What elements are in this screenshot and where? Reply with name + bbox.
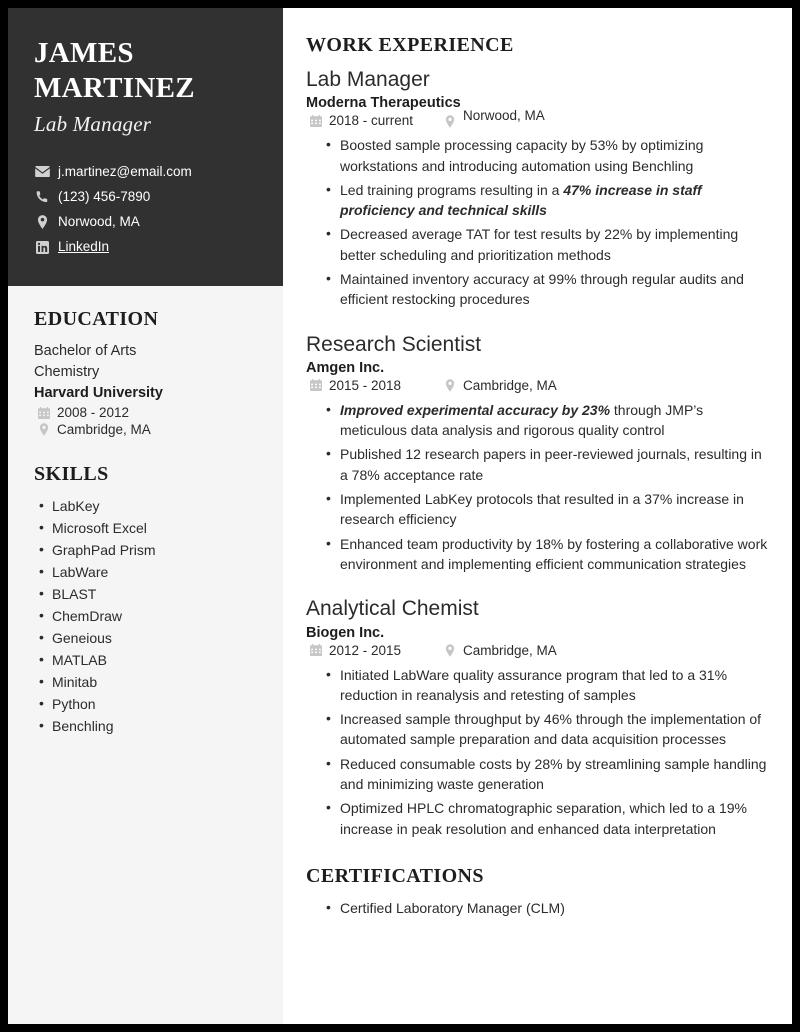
contact-list: [34, 163, 257, 257]
job-meta: [306, 643, 772, 658]
calendar-icon: [36, 407, 51, 419]
list-item: [340, 444, 772, 485]
contact-item-linkedin[interactable]: [34, 238, 257, 256]
job-dates-row: [306, 643, 440, 658]
page-title: [34, 36, 257, 106]
list-item: • BLAST: [52, 584, 257, 606]
list-item: • Minitab: [52, 672, 257, 694]
work-experience-heading: WORK EXPERIENCE: [306, 34, 514, 56]
job-entry: [306, 596, 772, 839]
calendar-icon: [308, 379, 323, 391]
job-location-row: [440, 643, 557, 658]
bullet-text-pre: Increased sample throughput by 46% through the implementation of automated sample preparation and data acquisition processes: [340, 711, 762, 748]
certifications-list: [306, 898, 772, 918]
bullet-text-pre: Led training programs resulting in a: [340, 181, 564, 198]
contact-item-email: [34, 163, 257, 181]
linkedin-icon: [34, 241, 51, 254]
list-item: [340, 135, 772, 176]
contact-phone-text: (123) 456-7890: [58, 188, 151, 204]
sidebar: [8, 8, 283, 1024]
bullet-text-pre: Boosted sample processing capacity by 53% by optimizing workstations and introducing automation using Benchling: [340, 137, 704, 174]
education-degree: Bachelor of Arts: [34, 343, 137, 360]
education-dates-row: [34, 405, 257, 420]
education-section: [34, 308, 257, 437]
job-entry: [306, 332, 772, 575]
map-pin-icon: [36, 423, 51, 436]
list-item: • GraphPad Prism: [52, 540, 257, 562]
certifications-heading: CERTIFICATIONS: [306, 864, 484, 887]
certifications-section: [306, 865, 772, 918]
bullet-text-pre: Decreased average TAT for test results by 22% by implementing better scheduling and prioritization methods: [340, 226, 739, 263]
calendar-icon: [308, 644, 323, 656]
job-bullets: [306, 665, 772, 839]
name-line-first: JAMES: [34, 37, 134, 69]
job-title: Research Scientist: [306, 332, 482, 356]
list-item: • LabWare: [52, 562, 257, 584]
bullet-text-pre: Reduced consumable costs by 28% by streamlining sample handling and minimizing waste generation: [340, 755, 767, 792]
bullet-text-emphasis: Improved experimental accuracy by 23%: [340, 401, 611, 418]
job-location: Cambridge, MA: [463, 377, 557, 393]
list-item: [340, 754, 772, 795]
job-dates: 2018 - current: [329, 113, 414, 129]
job-title: Analytical Chemist: [306, 597, 479, 621]
map-pin-icon: [442, 115, 457, 128]
list-item: [340, 798, 772, 839]
resume-page: [8, 8, 792, 1024]
job-title: Lab Manager: [306, 68, 430, 91]
list-item: [340, 534, 772, 575]
job-company: Moderna Therapeutics: [306, 95, 461, 112]
job-dates-row: [306, 113, 440, 128]
main-content: [283, 8, 792, 1024]
list-item: • ChemDraw: [52, 606, 257, 628]
education-location-row: [34, 422, 257, 437]
job-company: Biogen Inc.: [306, 624, 385, 641]
contact-email-text: j.martinez@email.com: [58, 163, 192, 179]
job-bullets: [306, 135, 772, 309]
bullet-text-pre: Maintained inventory accuracy at 99% through regular audits and efficient restocking procedures: [340, 271, 744, 308]
contact-item-location: [34, 213, 257, 231]
bullet-text-pre: Optimized HPLC chromatographic separation, which led to a 19% increase in peak resolution and enhanced data interpretation: [340, 800, 747, 837]
job-meta: [306, 378, 772, 393]
list-item: • LabKey: [52, 496, 257, 518]
list-item: [340, 400, 772, 441]
education-location: Cambridge, MA: [57, 422, 151, 438]
list-item: [340, 224, 772, 265]
map-pin-icon: [34, 215, 51, 229]
job-dates: 2012 - 2015: [329, 642, 402, 658]
bullet-text-post: through JMP’s meticulous data analysis and rigorous quality control: [340, 401, 704, 439]
education-dates: 2008 - 2012: [57, 405, 130, 421]
map-pin-icon: [442, 379, 457, 392]
job-company: Amgen Inc.: [306, 359, 385, 376]
calendar-icon: [308, 115, 323, 127]
job-meta: [306, 108, 772, 129]
contact-location-text: Norwood, MA: [58, 214, 140, 230]
professional-title: Lab Manager: [34, 111, 152, 136]
job-dates: 2015 - 2018: [329, 377, 402, 393]
list-item: [340, 665, 772, 706]
job-location: Cambridge, MA: [463, 642, 557, 658]
list-item: [340, 180, 772, 221]
map-pin-icon: [442, 644, 457, 657]
phone-icon: [34, 190, 51, 203]
list-item: • Geneious: [52, 628, 257, 650]
list-item: • Certified Laboratory Manager (CLM): [340, 898, 772, 918]
envelope-icon: [34, 166, 51, 177]
list-item: • MATLAB: [52, 650, 257, 672]
list-item: • Python: [52, 694, 257, 716]
job-dates-row: [306, 378, 440, 393]
list-item: • Benchling: [52, 716, 257, 738]
list-item: • Microsoft Excel: [52, 518, 257, 540]
job-location-row: [440, 378, 557, 393]
name-line-last: MARTINEZ: [34, 71, 195, 104]
bullet-text-emphasis: 47% increase in staff proficiency and technical skills: [340, 181, 702, 219]
education-field: Chemistry: [34, 364, 100, 381]
job-location: Norwood, MA: [463, 108, 545, 124]
education-heading: EDUCATION: [34, 308, 159, 331]
list-item: [340, 709, 772, 750]
skills-list: [34, 496, 257, 738]
bullet-text-pre: Initiated LabWare quality assurance program that led to a 31% reduction in reanalysis and retesting of samples: [340, 666, 728, 703]
skills-section: [34, 463, 257, 738]
education-school: Harvard University: [34, 384, 163, 401]
bullet-text-pre: Implemented LabKey protocols that resulted in a 37% increase in research efficiency: [340, 491, 744, 528]
list-item: [340, 269, 772, 310]
job-bullets: [306, 400, 772, 574]
job-entry: [306, 67, 772, 310]
sidebar-body: [8, 286, 283, 1024]
linkedin-link[interactable]: LinkedIn: [58, 239, 110, 255]
skills-heading: SKILLS: [34, 463, 109, 486]
job-location-row: [440, 108, 545, 128]
contact-item-phone: [34, 188, 257, 206]
bullet-text-pre: Published 12 research papers in peer-reviewed journals, resulting in a 78% acceptance rate: [340, 446, 762, 483]
sidebar-header: [8, 8, 283, 286]
list-item: [340, 489, 772, 530]
bullet-text-pre: Enhanced team productivity by 18% by fostering a collaborative work environment and implementing efficient communication strategies: [340, 535, 768, 572]
